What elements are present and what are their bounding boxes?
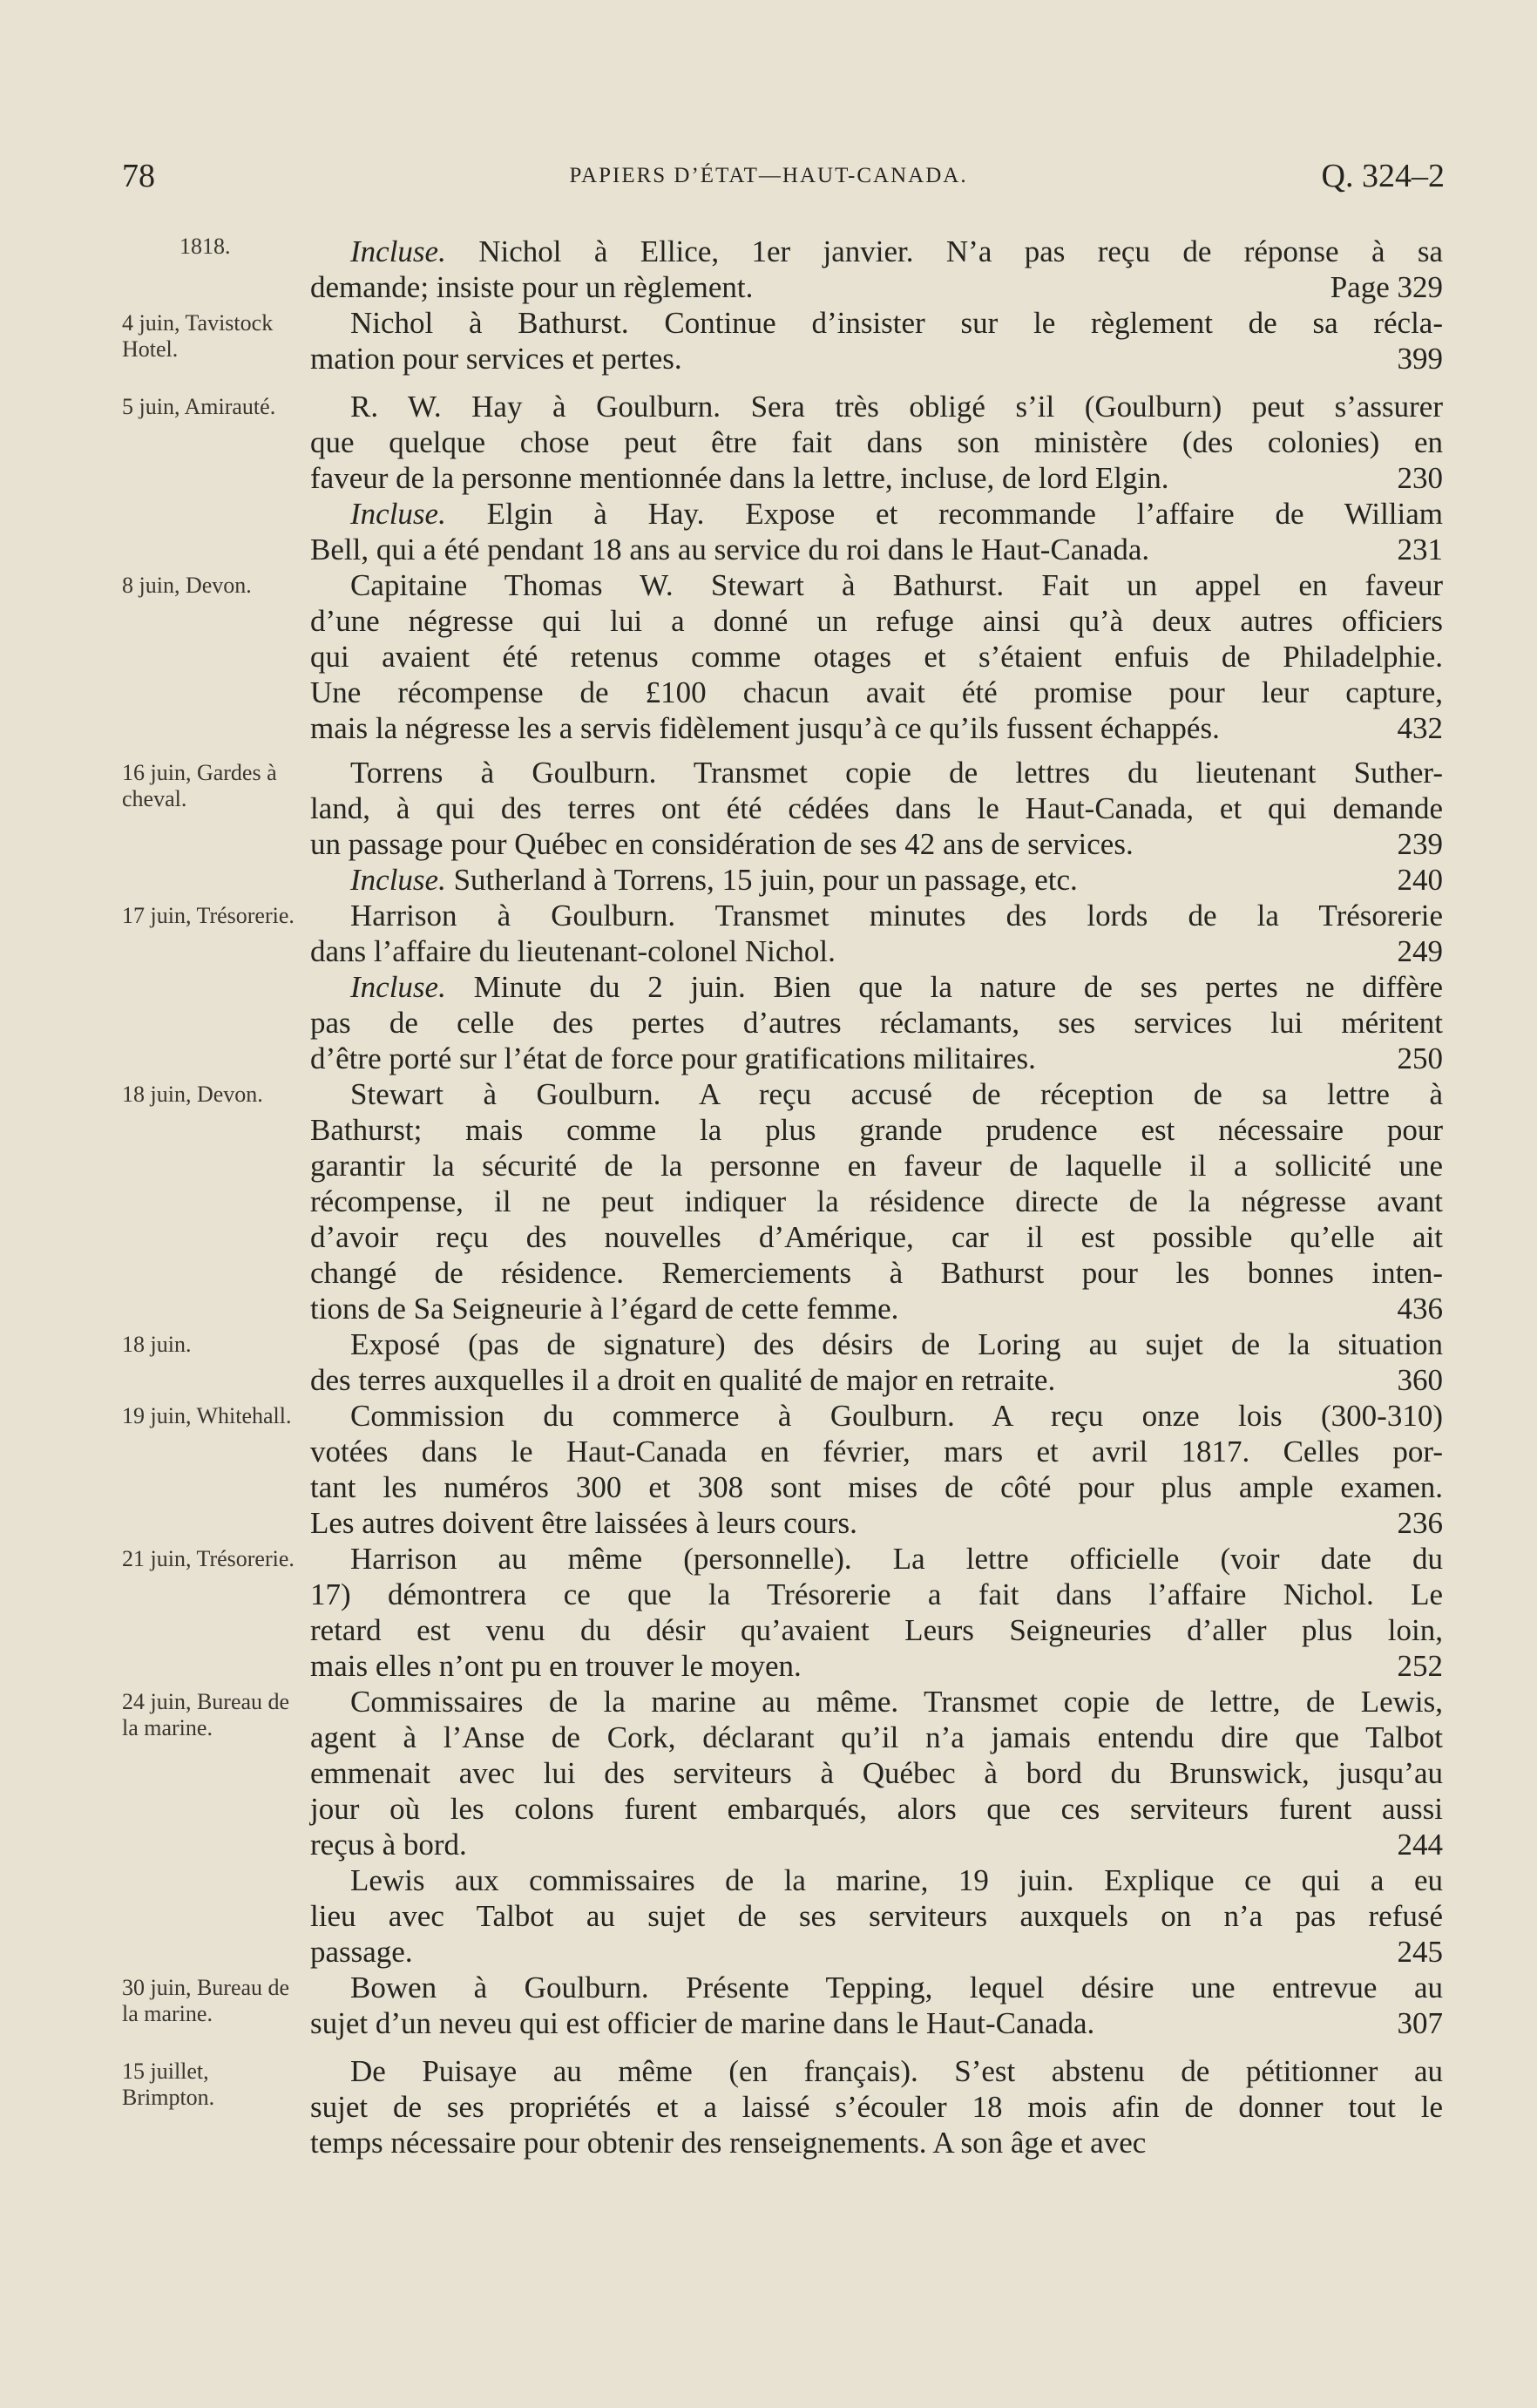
entry-date: 8 juin, Devon. xyxy=(122,573,252,598)
entry-line xyxy=(310,1648,1443,1684)
line-text: pas de celle des pertes d’autres réclamants, ses services lui méritent xyxy=(310,1006,1443,1040)
line-text: demande; insiste pour un règlement. xyxy=(310,270,754,304)
entry-text xyxy=(310,1684,1443,1862)
folio-reference: 307 xyxy=(1397,2006,1443,2040)
calendar-entry xyxy=(0,969,1537,1076)
entry-date: 30 juin, Bureau de la marine. xyxy=(122,1975,290,2026)
entry-line xyxy=(310,1469,1443,1505)
calendar-entry xyxy=(0,1970,1537,2041)
line-text: Stewart à Goulburn. A reçu accusé de réception de sa lettre à xyxy=(350,1077,1443,1111)
entry-text xyxy=(310,389,1443,496)
line-text: Elgin à Hay. Expose et recommande l’affaire de William xyxy=(486,497,1444,531)
entry-line xyxy=(310,790,1443,826)
entry-line xyxy=(310,1112,1443,1148)
folio-reference: 239 xyxy=(1397,827,1443,861)
line-text: De Puisaye au même (en français). S’est abstenu de pétitionner au xyxy=(350,2054,1443,2088)
entry-line xyxy=(310,1898,1443,1934)
entry-date: 15 juillet, Brimpton. xyxy=(122,2059,215,2110)
entry-text xyxy=(310,1862,1443,1970)
entry-line xyxy=(310,1577,1443,1612)
entry-text xyxy=(310,234,1443,305)
entry-line xyxy=(310,1326,1443,1362)
folio-reference: 360 xyxy=(1397,1363,1443,1397)
entry-line xyxy=(310,1291,1443,1326)
line-text: Bowen à Goulburn. Présente Tepping, lequel désire une entrevue au xyxy=(350,1970,1443,2004)
entry-line xyxy=(310,603,1443,639)
calendar-entry xyxy=(0,898,1537,969)
line-text: R. W. Hay à Goulburn. Sera très obligé s’il (Goulburn) peut s’assurer xyxy=(350,390,1443,424)
line-text: emmenait avec lui des serviteurs à Québec à bord du Brunswick, jusqu’au xyxy=(310,1756,1443,1790)
entry-line xyxy=(310,969,1443,1005)
folio-reference: 240 xyxy=(1397,863,1443,897)
line-text: mais la négresse les a servis fidèlement jusqu’à ce qu’ils fussent échappés. xyxy=(310,711,1220,745)
line-text: lieu avec Talbot au sujet de ses serviteurs auxquels on n’a pas refusé xyxy=(310,1899,1443,1933)
line-text: Nichol à Ellice, 1er janvier. N’a pas reçu de réponse à sa xyxy=(478,234,1444,268)
line-text: d’une négresse qui lui a donné un refuge ainsi qu’à deux autres officiers xyxy=(310,604,1443,638)
line-text: que quelque chose peut être fait dans son ministère (des colonies) en xyxy=(310,425,1443,459)
calendar-entry xyxy=(0,1326,1537,1398)
folio-reference: 436 xyxy=(1397,1292,1443,1326)
folio-reference: 399 xyxy=(1397,342,1443,376)
entry-text xyxy=(310,567,1443,746)
line-text: qui avaient été retenus comme otages et s’étaient enfuis de Philadelphie. xyxy=(310,640,1443,674)
folio-reference: 250 xyxy=(1397,1041,1443,1075)
entry-date: 21 juin, Trésorerie. xyxy=(122,1546,295,1571)
entry-text xyxy=(310,1398,1443,1541)
calendar-entry xyxy=(0,305,1537,376)
entry-line xyxy=(310,269,1443,305)
entry-line xyxy=(310,1255,1443,1291)
entry-line xyxy=(310,862,1443,898)
entry-line xyxy=(310,1362,1443,1398)
entry-line xyxy=(310,567,1443,603)
line-text: Harrison au même (personnelle). La lettre officielle (voir date du xyxy=(350,1542,1443,1576)
line-text: tant les numéros 300 et 308 sont mises de côté pour plus ample examen. xyxy=(310,1470,1443,1504)
entry-line xyxy=(310,424,1443,460)
line-text: Bathurst; mais comme la plus grande prudence est nécessaire pour xyxy=(310,1113,1443,1147)
entry-line xyxy=(310,1041,1443,1076)
entry-line xyxy=(310,639,1443,675)
folio-reference: Page 329 xyxy=(1330,270,1443,304)
line-text: votées dans le Haut-Canada en février, mars et avril 1817. Celles por- xyxy=(310,1435,1443,1469)
calendar-entry xyxy=(0,496,1537,567)
calendar-entry xyxy=(0,755,1537,862)
calendar-entry xyxy=(0,1862,1537,1970)
page-header xyxy=(0,157,1537,200)
line-text: sujet de ses propriétés et a laissé s’écouler 18 mois afin de donner tout le xyxy=(310,2090,1443,2124)
line-text: d’être porté sur l’état de force pour gratifications militaires. xyxy=(310,1041,1036,1075)
calendar-entry xyxy=(0,1684,1537,1862)
entry-line xyxy=(310,2089,1443,2125)
entry-date: 18 juin, Devon. xyxy=(122,1082,263,1107)
entry-date: 16 juin, Gardes à cheval. xyxy=(122,760,277,811)
entry-line xyxy=(310,2005,1443,2041)
line-text: Capitaine Thomas W. Stewart à Bathurst. Fait un appel en faveur xyxy=(350,568,1443,602)
line-text: Lewis aux commissaires de la marine, 19 juin. Explique ce qui a eu xyxy=(350,1863,1443,1897)
entry-line xyxy=(310,1827,1443,1862)
calendar-entry xyxy=(0,2053,1537,2160)
entry-line xyxy=(310,305,1443,341)
folio-reference: 432 xyxy=(1397,711,1443,745)
entry-line xyxy=(310,1684,1443,1720)
line-text: Minute du 2 juin. Bien que la nature de ses pertes ne diffère xyxy=(473,970,1444,1004)
entry-date: 1818. xyxy=(179,234,231,259)
entry-text xyxy=(310,1541,1443,1684)
folio-reference: 252 xyxy=(1397,1649,1443,1683)
calendar-entry xyxy=(0,389,1537,496)
enclosure-label: Incluse. xyxy=(350,497,446,531)
page-number: 78 xyxy=(122,158,155,194)
entry-text xyxy=(310,2053,1443,2160)
entry-date: 24 juin, Bureau de la marine. xyxy=(122,1689,290,1740)
entry-text xyxy=(310,496,1443,567)
entry-line xyxy=(310,1541,1443,1577)
calendar-entry xyxy=(0,1076,1537,1326)
folio-reference: 230 xyxy=(1397,461,1443,495)
entry-text xyxy=(310,755,1443,862)
line-text: garantir la sécurité de la personne en faveur de laquelle il a sollicité une xyxy=(310,1149,1443,1183)
line-text: reçus à bord. xyxy=(310,1828,467,1862)
line-text: changé de résidence. Remerciements à Bathurst pour les bonnes inten- xyxy=(310,1256,1443,1290)
calendar-entry xyxy=(0,567,1537,746)
entry-line xyxy=(310,826,1443,862)
line-text: Les autres doivent être laissées à leurs cours. xyxy=(310,1506,857,1540)
entry-line xyxy=(310,1219,1443,1255)
line-text: Nichol à Bathurst. Continue d’insister sur le règlement de sa récla- xyxy=(350,306,1443,340)
enclosure-label: Incluse. xyxy=(350,970,446,1004)
entry-line xyxy=(310,532,1443,567)
line-text: Commissaires de la marine au même. Transmet copie de lettre, de Lewis, xyxy=(350,1685,1443,1719)
entry-line xyxy=(310,1076,1443,1112)
enclosure-label: Incluse. xyxy=(350,863,446,897)
calendar-entry xyxy=(0,234,1537,305)
line-text: jour où les colons furent embarqués, alors que ces serviteurs furent aussi xyxy=(310,1792,1443,1826)
entry-date: 4 juin, Tavistock Hotel. xyxy=(122,310,274,362)
entry-text xyxy=(310,1326,1443,1398)
entry-line xyxy=(310,389,1443,424)
line-text: mais elles n’ont pu en trouver le moyen. xyxy=(310,1649,802,1683)
folio-reference: 236 xyxy=(1397,1506,1443,1540)
calendar-entries xyxy=(0,234,1537,2160)
entry-text xyxy=(310,969,1443,1076)
entry-date: 18 juin. xyxy=(122,1332,192,1357)
line-text: land, à qui des terres ont été cédées dans le Haut-Canada, et qui demande xyxy=(310,791,1443,825)
entry-line xyxy=(310,1862,1443,1898)
entry-line xyxy=(310,1505,1443,1541)
running-title: PAPIERS D’ÉTAT—HAUT-CANADA. xyxy=(569,164,968,187)
entry-text xyxy=(310,1076,1443,1326)
entry-line xyxy=(310,1755,1443,1791)
folio-reference: 244 xyxy=(1397,1828,1443,1862)
entry-line xyxy=(310,1612,1443,1648)
calendar-entry xyxy=(0,1398,1537,1541)
entry-line xyxy=(310,2053,1443,2089)
folio-reference: 231 xyxy=(1397,532,1443,566)
line-text: Exposé (pas de signature) des désirs de Loring au sujet de la situation xyxy=(350,1327,1443,1361)
entry-line xyxy=(310,755,1443,790)
line-text: Une récompense de £100 chacun avait été promise pour leur capture, xyxy=(310,675,1443,709)
entry-line xyxy=(310,1720,1443,1755)
line-text: retard est venu du désir qu’avaient Leurs Seigneuries d’aller plus loin, xyxy=(310,1613,1443,1647)
line-text: Bell, qui a été pendant 18 ans au service du roi dans le Haut-Canada. xyxy=(310,532,1150,566)
entry-text xyxy=(310,305,1443,376)
line-text: Harrison à Goulburn. Transmet minutes des lords de la Trésorerie xyxy=(350,899,1443,933)
line-text: d’avoir reçu des nouvelles d’Amérique, car il est possible qu’elle ait xyxy=(310,1220,1443,1254)
line-text: récompense, il ne peut indiquer la résidence directe de la négresse avant xyxy=(310,1184,1443,1218)
entry-line xyxy=(310,1934,1443,1970)
line-text: des terres auxquelles il a droit en qualité de major en retraite. xyxy=(310,1363,1056,1397)
entry-line xyxy=(310,341,1443,376)
enclosure-label: Incluse. xyxy=(350,234,446,268)
folio-reference: 245 xyxy=(1397,1935,1443,1969)
entry-line xyxy=(310,1970,1443,2005)
line-text: dans l’affaire du lieutenant-colonel Nichol. xyxy=(310,934,836,968)
entry-line xyxy=(310,1148,1443,1184)
entry-line xyxy=(310,1434,1443,1469)
line-text: sujet d’un neveu qui est officier de marine dans le Haut-Canada. xyxy=(310,2006,1095,2040)
line-text: un passage pour Québec en considération de ses 42 ans de services. xyxy=(310,827,1134,861)
entry-line xyxy=(310,2125,1443,2160)
entry-text xyxy=(310,1970,1443,2041)
entry-line xyxy=(310,460,1443,496)
entry-line xyxy=(310,675,1443,710)
calendar-entry xyxy=(0,1541,1537,1684)
line-text: 17) démontrera ce que la Trésorerie a fait dans l’affaire Nichol. Le xyxy=(310,1577,1443,1611)
line-text: Sutherland à Torrens, 15 juin, pour un passage, etc. xyxy=(453,863,1078,897)
line-text: tions de Sa Seigneurie à l’égard de cette femme. xyxy=(310,1292,899,1326)
entry-line xyxy=(310,933,1443,969)
entry-date: 19 juin, Whitehall. xyxy=(122,1403,292,1428)
line-text: mation pour services et pertes. xyxy=(310,342,682,376)
line-text: agent à l’Anse de Cork, déclarant qu’il n’a jamais entendu dire que Talbot xyxy=(310,1720,1443,1754)
entry-text xyxy=(310,862,1443,898)
entry-line xyxy=(310,1184,1443,1219)
entry-line xyxy=(310,710,1443,746)
line-text: faveur de la personne mentionnée dans la lettre, incluse, de lord Elgin. xyxy=(310,461,1169,495)
entry-date: 17 juin, Trésorerie. xyxy=(122,903,295,928)
entry-line xyxy=(310,1398,1443,1434)
line-text: Torrens à Goulburn. Transmet copie de lettres du lieutenant Suther- xyxy=(350,756,1443,790)
line-text: passage. xyxy=(310,1935,413,1969)
entry-line xyxy=(310,1005,1443,1041)
entry-line xyxy=(310,496,1443,532)
entry-line xyxy=(310,1791,1443,1827)
entry-line xyxy=(310,898,1443,933)
entry-date: 5 juin, Amirauté. xyxy=(122,394,276,419)
entry-line xyxy=(310,234,1443,269)
folio-reference: 249 xyxy=(1397,934,1443,968)
entry-text xyxy=(310,898,1443,969)
line-text: Commission du commerce à Goulburn. A reçu onze lois (300-310) xyxy=(350,1399,1443,1433)
calendar-entry xyxy=(0,862,1537,898)
volume-reference: Q. 324–2 xyxy=(1321,158,1445,194)
line-text: temps nécessaire pour obtenir des renseignements. A son âge et avec xyxy=(310,2126,1147,2160)
